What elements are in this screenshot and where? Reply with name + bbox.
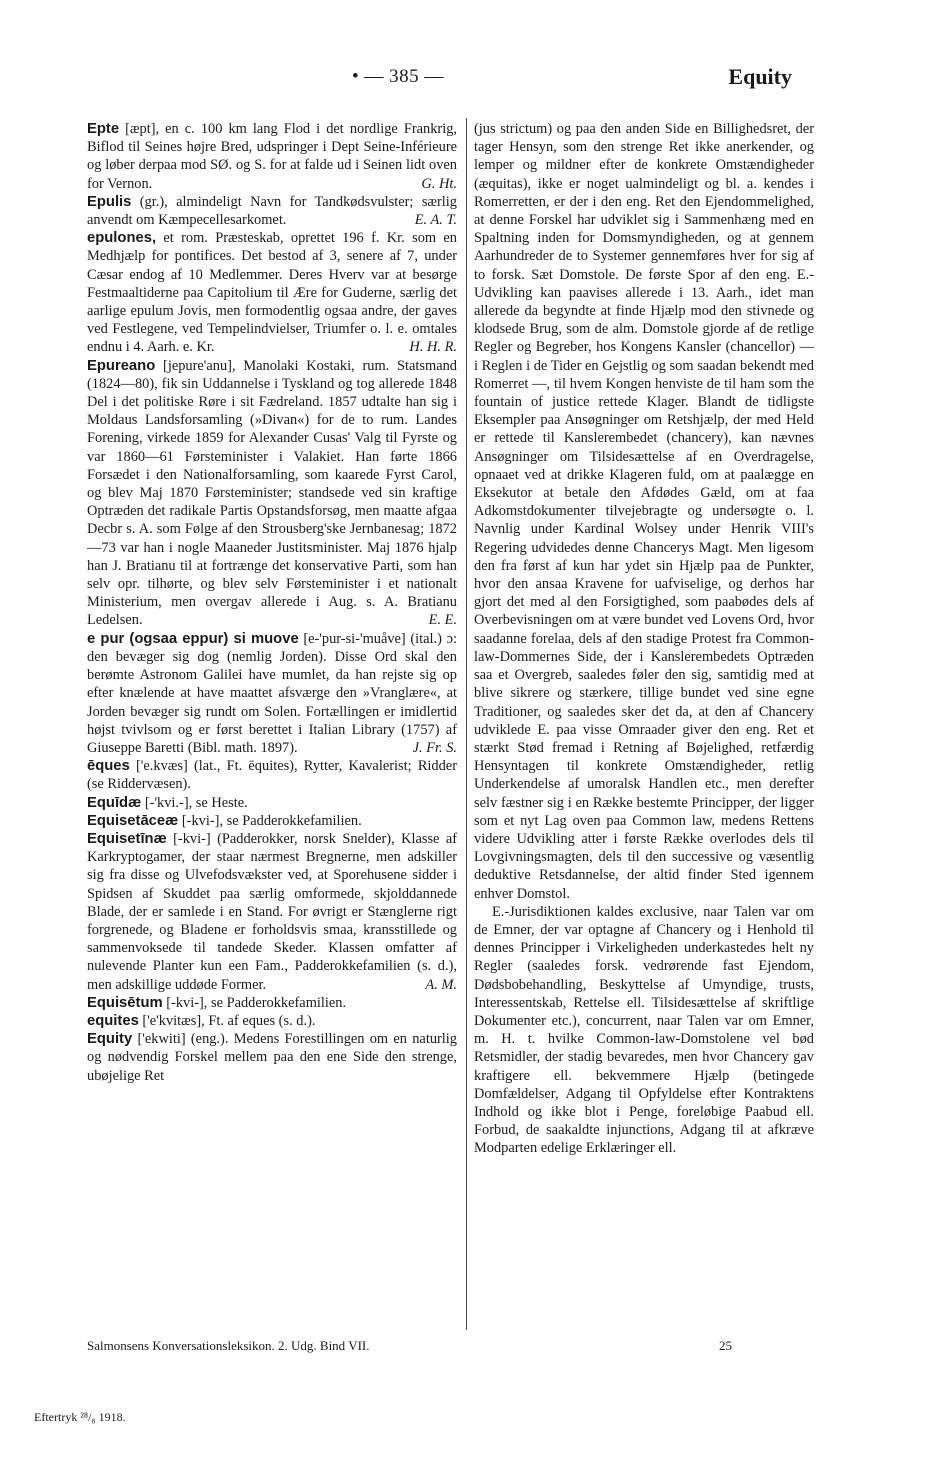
page-number: • — 385 — xyxy=(352,66,444,87)
entry-text: (gr.), almindeligt Navn for Tandkødsvulster; særlig anvendt om Kæmpecellesarkomet. xyxy=(87,193,457,229)
left-column xyxy=(87,120,457,1085)
entry-eques xyxy=(87,757,457,793)
publication-line: Salmonsens Konversationsleksikon. 2. Udg. Bind VII. xyxy=(87,1338,370,1353)
headword: Equity xyxy=(87,1031,133,1048)
author-signature: J. Fr. S. xyxy=(412,739,457,756)
entry-text: [e-'pur-si-'muåve] (ital.) ɔ: den bevæger sig dog (nemlig Jorden). Disse Ord skal den berømte Astronom Galilei have mumlet, da han rejste sig op efter knælende at have maattet afsværge den »Vranglære«, at Jorden bevæger sig rundt om Solen. Fortællingen er imidlertid højst tvivlsom og er først berettet i Italian Library (1757) af Giuseppe Baretti (Bibl. math. 1897). xyxy=(87,630,457,756)
headword: equites xyxy=(87,1012,139,1029)
entry-text: [jepure'anu], Manolaki Kostaki, rum. Statsmand (1824—80), fik sin Uddannelse i Tyskland og tog allerede 1848 Del i det politiske Røre i sit Fædreland. 1857 udtalte han sig i Moldaus Landsforsamling (»Divan«) for de to rum. Landes Forening, virkede 1859 for Alexander Cusas' Valg til Fyrste og var 1860—61 Førsteminister i Valakiet. Han førte 1866 Forsædet i den Nationalforsamling, som kaarede Fyrst Carol, og blev Maj 1870 Førsteminister; standsede ved sin kraftige Optræden det radikale Partis Opstandsforsøg, men maatte afgaa Decbr s. A. som Følge af den Strousberg'ske Jernbanesag; 1872—73 var han i nogle Maaneder Justitsminister. Maj 1876 hjalp han J. Bratianu til at fortrænge det konservative Parti, som han selv opr. tilhørte, og blev selv Førsteminister i et nationalt Ministerium, men overgav allerede i Aug. s. A. Bratianu Ledelsen. xyxy=(87,357,457,629)
entry-epte xyxy=(87,120,457,193)
entry-e-pur-si-muove xyxy=(87,630,457,757)
entry-equisetinae xyxy=(87,830,457,994)
entry-text: [-kvi-], se Padderokkefamilien. xyxy=(178,812,362,829)
author-signature: E. E. xyxy=(428,612,457,629)
entry-text: et rom. Præsteskab, oprettet 196 f. Kr. som en Medhjælp for pontifices. Det bestod af 3, senere af 7, under Cæsar endog af 10 Medlemmer. Deres Hverv var at besørge Festmaaltiderne paa Capitolium til Ære for Guderne, særlig det aarlige epulum Jovis, men formodentlig ogsaa andre, der gaves ved Festlegene, ved Tempelindvielser, Triumfer o. l. e. omtales endnu i 4. Aarh. e. Kr. xyxy=(87,230,457,356)
headword: epulones, xyxy=(87,230,157,247)
entry-equites xyxy=(87,1012,457,1030)
headword: Equisētum xyxy=(87,994,163,1011)
entry-text: [-kvi-], se Padderokkefamilien. xyxy=(162,994,347,1011)
headword: e pur (ogsaa eppur) si muove xyxy=(87,630,299,647)
entry-equisetum xyxy=(87,994,457,1012)
headword: Equisetāceæ xyxy=(87,812,179,829)
entry-text: [-kvi-] (Padderokker, norsk Snelder), Klasse af Karkryptogamer, der staar nærmest Bregnerne, men adskiller sig fra disse og Ulvefodsvækster ved, at Sporehusene sidder i Spidsen af Skuddet paa særlig omformede, skjolddannede Blade, der er samlede i en Stand. For øvrigt er Stænglerne rigt forgrenede, og Bladene er forholdsvis smaa, kransstillede og sammenvoksede til tandede Skeder. Klassen omfatter af nulevende Planter kun een Fam., Padderokkefamilien (s. d.), men adskillige uddøde Former. xyxy=(87,830,457,993)
headword: ēques xyxy=(87,758,130,775)
author-signature: H. H. R. xyxy=(409,339,457,356)
entry-equity xyxy=(87,1030,457,1085)
entry-equidae xyxy=(87,794,457,812)
headword: Epte xyxy=(87,121,120,137)
equity-continuation: (jus strictum) og paa den anden Side en Billighedsret, der tager Hensyn, som den strenge Ret ikke anerkender, og lemper og mildner efter de konkrete Omstændigheder (æquitas), ikke er noget ualmindeligt og bl. a. kendes i Romerretten, er der i den eng. Ret den Ejendommelighed, at denne Forskel har udviklet sig i Sammenhæng med en Spaltning inden for Domsmyndigheden, og at gennem Aarhundreder de to Systemer gennemføres hver for sig af to forsk. Sæt Domstole. De første Spor af den eng. E.-Udvikling kan paavises allerede i 13. Aarh., idet man allerede da begyndte at finde Hjælp mod den stivnede og klodsede Brug, som de alm. Domstole gjorde af de retlige Regler og Begreber, hos Kongens Kansler (chancellor) — i Reglen i de Tider en Gejstlig og som saadan bekendt med Romerret —, til hvem Kongen henviste de til ham som the fountain of justice rettede Klager. Blandt de tidligste Eksempler paa Ansøgninger om Retshjælp, der med Held er rettede til Kanslerembedet (chancery), kan nævnes Ansøgninger om Tilsidesættelse af en Overdragelse, opnaaet ved at drikke Klageren fuld, om at paalægge en Eksekutor at betale den Afdødes Gæld, om at faa Adkomstdokumenter tilvejebragte og undersøgte o. l. Navnlig under Kardinal Wolsey under Henrik VIII's Regering udvidedes denne Chancerys Magt. Men ligesom den fra først af kun har ydet sin Hjælp paa de Punkter, hvor den ansaa Kravene for uafviselige, og derhos har gjort det med al den Forsigtighed, som paabødes dels af Overbevisningen om at være bundet ved Lovens Ord, hvor saadanne forelaa, dels af den stadige Protest fra Common-law-Dommernes Side, der i Kanslerembedets Optræden saa et Overgreb, saaledes føler den sig, samtidig med at blive sikrere og stærkere, tillige bundet ved sine egne Traditioner, og saaledes sker det da, at den af Chancery udviklede E. paa visse Omraader giver den eng. Ret et stærkt Stød fremad i Retning af Bøjelighed, retfærdig Hensyntagen til konkrete Omstændigheder, retlig Underkendelse af umoralsk Handlen etc., men derefter selv fæstner sig i en Række bestemte Principper, der ligger som et nyt Lag oven paa Common law, medens Rettens videre Udvikling atter i første Række overlodes dels til Lovgivningsmagten, dels til den successive og væsentlig deduktive Retsdannelse, der altid finder Sted igennem enhver Domstol. xyxy=(474,121,814,902)
entry-epureano xyxy=(87,357,457,630)
entry-epulones xyxy=(87,229,457,356)
entry-equisetaceae xyxy=(87,812,457,830)
column-divider xyxy=(466,118,467,1330)
entry-text: ['e.kvæs] (lat., Ft. ēquites), Rytter, Kavalerist; Ridder (se Riddervæsen). xyxy=(87,758,457,793)
headword: Equīdæ xyxy=(87,794,142,811)
author-signature: E. A. T. xyxy=(414,212,457,229)
headword: Equisetīnæ xyxy=(87,830,167,847)
reprint-notice: Eftertryk ²⁸/₈ 1918. xyxy=(34,1410,126,1424)
sheet-number: 25 xyxy=(719,1338,732,1353)
entry-text: ['e'kvitæs], Ft. af eques (s. d.). xyxy=(138,1012,316,1029)
running-title: Equity xyxy=(728,64,792,89)
right-column xyxy=(474,120,814,1158)
equity-jurisdiction-paragraph: E.-Jurisdiktionen kaldes exclusive, naar Talen var om de Emner, der var optagne af Chancery og i Henhold til dennes Principper i Virkeligheden underkastedes helt ny Regler (saaledes forsk. vedrørende fast Ejendom, Dødsbobehandling, Beskyttelse af Umyndige, trusts, Interessentskab, Rettelse ell. Tilsidesættelse af skriftlige Dokumenter etc.), concurrent, naar Talen var om Emner, m. H. t. hvilke Common-law-Domstolene vel bød Retsmidler, der stadig bevaredes, men hvor Chancery gav kraftigere ell. bekvemmere Hjælp (betingede Domfældelser, Adgang til Opfyldelse efter Kontraktens Indhold og ikke blot i Penge, foreløbige Paabud ell. Forbud, de saakaldte injunctions, Adgang til at afkræve Modparten edelige Erklæringer ell. xyxy=(474,903,814,1157)
entry-text: [-'kvi.-], se Heste. xyxy=(141,794,248,811)
author-signature: A. M. xyxy=(425,976,457,993)
author-signature: G. Ht. xyxy=(421,175,457,192)
entry-text: ['ekwiti] (eng.). Medens Forestillingen om en naturlig og nødvendig Forskel mellem paa den ene Side den strenge, ubøjelige Ret xyxy=(87,1031,457,1084)
entry-epulis xyxy=(87,193,457,229)
page-header xyxy=(0,64,936,94)
headword: Epulis xyxy=(87,193,132,210)
headword: Epureano xyxy=(87,357,156,374)
entry-text: [æpt], en c. 100 km lang Flod i det nordlige Frankrig, Biflod til Seines højre Bred, udspringer i Dept Seine-Inférieure og løber derpaa mod SØ. og S. for at falde ud i Seinen lidt oven for Vernon. xyxy=(87,121,457,192)
